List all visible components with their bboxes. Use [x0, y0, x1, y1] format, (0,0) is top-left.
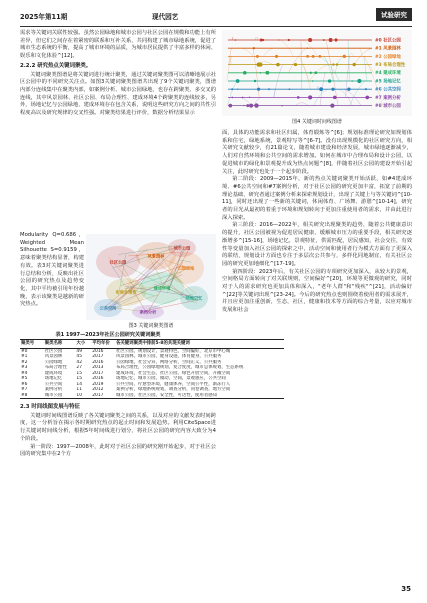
cluster-label: 建成环境	[153, 285, 171, 291]
timeline-node	[278, 39, 279, 40]
table-cell: 场地记忆	[44, 376, 63, 382]
table-cell: 2019	[92, 381, 104, 387]
table-header-cell: 平均年份	[91, 340, 115, 349]
table-cell: 公共空间，疗愈型环境，健康体养，空间公平性，渐冻行人	[116, 381, 231, 387]
table-cell: 公园绿地，社会分异，网络分析，空间正义，公共服务	[116, 359, 222, 365]
table-cell: 2016	[92, 359, 104, 365]
timeline-node	[314, 71, 317, 74]
table-cell: 社区公园，规划设计，景观特色，空间偏好，北京市中心城	[116, 348, 231, 354]
timeline-node	[231, 97, 233, 99]
timeline-node	[333, 96, 337, 100]
paragraph-stage-three: 第三阶段：2016—2022年，相关研究出现聚类的趋势，随着公共健康意识的提升，社区公园被视为促进居民健康，缓解城市压力的重要手段，相关研究逐渐增多^[15-16]，场地记忆，景观特征，供需匹配，居民感知，社会交往，有效性等变量加入社区公园的探索之中，活动空间和使用者行为模式方面有了更深入的联结，规划设计方面也专注于多层次公共参与，多样化同地制宜，有关社区公园的研究更加地细化^[17-19]。	[222, 222, 412, 267]
timeline-cluster-label: #3 布局合理性	[375, 63, 406, 68]
figure-3	[86, 234, 216, 330]
table-cell: 建成环境	[44, 370, 63, 376]
timeline-node	[328, 79, 331, 82]
timeline-cluster-label: #4 建成环境	[375, 71, 401, 77]
timeline-cluster-label: #8 城市公园	[375, 104, 401, 109]
timeline-node	[256, 55, 259, 58]
table-cell: 场地记忆，城市公园，微动，空间，景观感应，公共空间	[116, 376, 226, 382]
table-cell: 11	[76, 387, 83, 393]
table-cell: #7	[21, 387, 28, 393]
table-cell: 风景园林	[44, 354, 63, 360]
left-column-lower-text	[20, 402, 216, 459]
right-column-text	[222, 130, 412, 315]
timeline-node	[329, 38, 333, 42]
timeline-node	[248, 105, 250, 107]
table-cell: 15	[76, 370, 83, 376]
left-column-text	[20, 30, 216, 118]
paragraph-stage-one-cont: 面，具体的功能需求和社区归属，体育锻炼等^[6]；规划标准理论研究如规划体系和住宅，绿地系统，景观特写等^[6-7]。没有出现规模化的社区研究方向，相关研究文献较少，有21篇论文，随着城市建设和经济发展，城市绿地逐渐减少，人们对自然环境和公共空间的需求增加。如何在城市中合理布局和设计公园，以促进城市的绿化和景观提升成为热点问题^[8]，伴随着社区公园的建设开始引起关注，此时研究也处于一个起步阶段。	[222, 130, 412, 175]
timeline-cluster-label: #1 风景园林	[375, 46, 401, 52]
cluster-label: 场地记忆	[185, 295, 203, 301]
timeline-node	[235, 39, 237, 41]
paragraph-timeline: 关键词时间线图谱反映了各关键词聚类之间的关系，以及对应的文献发表时间跨度，这一分析旨在揭示各时期研究热点的起止时间和发展趋势。利用CiteSpace进行关键词时间线分析，根据5年时间线进行划分，将社区公园的研究内容大致分为4个阶段。	[20, 412, 216, 442]
table-cell: #8	[20, 393, 44, 399]
table-cell: #6	[21, 381, 28, 387]
cluster-label: 公园绿地	[177, 265, 195, 271]
timeline-node	[312, 55, 315, 58]
table-cell: #3	[21, 365, 28, 371]
timeline-node	[330, 103, 334, 107]
timeline-node	[236, 79, 240, 83]
running-header	[20, 8, 412, 24]
timeline-node	[260, 72, 261, 73]
timeline-node	[254, 103, 258, 107]
timeline-node	[275, 55, 278, 58]
table-cell: 2013	[92, 365, 104, 371]
section-tag: 试验研究	[376, 8, 412, 21]
table-row	[20, 393, 284, 399]
keyword-cluster-table	[20, 339, 284, 399]
table-header-row	[20, 340, 284, 349]
timeline-node	[353, 63, 356, 66]
timeline-node	[351, 80, 353, 82]
timeline-node	[308, 38, 312, 42]
figure-3-caption: 图3 关键词聚类图谱	[128, 323, 174, 329]
timeline-node	[253, 47, 255, 49]
table-cell: 2016	[92, 376, 104, 382]
header-rule	[20, 26, 412, 27]
timeline-node	[332, 63, 334, 65]
table-cell: 27	[76, 365, 83, 371]
timeline-cluster-label: #0 社区公园	[375, 38, 401, 44]
keyword-timeline-map	[222, 30, 412, 116]
timeline-node	[276, 63, 280, 67]
timeline-node	[243, 105, 244, 106]
timeline-node	[268, 88, 270, 90]
timeline-node	[334, 38, 337, 41]
issue-label: 2025年第11期	[20, 13, 68, 21]
timeline-node	[243, 71, 247, 75]
timeline-node	[318, 55, 321, 58]
table-cell: 15	[76, 376, 83, 382]
table-cell: 公园绿地	[44, 359, 63, 365]
table-cell: 建成环境，社会生态，社区公园，绿色开放空间，开敞空间	[116, 370, 231, 376]
timeline-node	[357, 79, 361, 83]
timeline-node	[260, 38, 263, 41]
table-cell: 风景园林，城市公园，健身设施，体育健身，公共服务	[116, 354, 222, 360]
paragraph-intro: 需求等关键词关联性较强。虽然公园绿地和城市公园与社区公园在规模和功能上有所差异，但它们之间存在着紧密的联系和互补关系，共同构建了城市绿地系统，促进了城市生态系统的平衡，提高了城市环境的品质，为城市居民提供了丰富多样的休闲、娱乐和文化体验^[12]。	[20, 30, 216, 60]
timeline-node	[312, 80, 314, 82]
cluster-label: 社区公园	[109, 259, 127, 265]
table-cell: 49	[76, 348, 83, 354]
table-header-cell: 各关键词聚类中排前5-8的共现关键词	[115, 340, 284, 349]
table-cell: 布局合理性，公园绿地规划，复合度度，城市总体规划，生态系统	[116, 365, 244, 371]
table-cell: 城市公园，社区公园，安全性，可达性，使用者感知	[115, 393, 284, 399]
cluster-label: 风景园林	[147, 253, 165, 259]
table-cell: 2017	[92, 370, 104, 376]
timeline-node	[256, 62, 260, 66]
timeline-node	[254, 80, 256, 82]
table-cell: #4	[21, 370, 28, 376]
table-cell: 案例分析，绿地系统规划，调查分析，问卷调查，地方空间	[116, 387, 231, 393]
timeline-node	[242, 97, 244, 99]
table-cell: 2016	[92, 348, 104, 354]
timeline-node	[308, 95, 312, 99]
table-cell: #0	[21, 348, 28, 354]
table-1-title: 表1 1997—2023年社区公园研究关键词聚类	[55, 332, 161, 338]
keyword-cluster-map	[86, 234, 216, 320]
paragraph-stage-two: 第二阶段：2009—2015年，新的热点关键词聚类开始活跃，如#4建成环境、#6公共空间和#7案例分析，对于社区公园的研究更加丰富，拓宽了前期的理论基础，研究者通过案例分析来探索规划设计，出现了关键上与等关键词^[10-11]，同时还出现了一些新的关键词，休闲体育、广场舞、游憩^[10-14]，研究者的目光从最初的着重于环境和规划转向于更加注重使用者的需求，并由此进行深入探索。	[222, 176, 412, 221]
timeline-node	[297, 96, 300, 99]
timeline-node	[306, 55, 309, 58]
timeline-node	[289, 88, 291, 90]
table-cell: 案例分析	[44, 387, 63, 393]
table-cell: 42	[76, 359, 83, 365]
cluster-label: 公共空间	[99, 305, 117, 311]
timeline-node	[347, 88, 350, 91]
paragraph-clusters: 关键词聚类图谱是将关键词进行统计聚类，通过关键词聚类图可以清晰地展示社区公园中的不同研究关注点。如图3关键词聚类图谱共出现了9个关键词聚类，图谱内部分连线集中在聚类内部，如案例分析、城市公园绿地，也存在跨聚类、多交叉的连线，其中风景园林、社区公园、布局合理性、建成环境4个跨聚类的连线较多，另外，场地记忆与公园绿地、建成环境存在包含关系，说明这些研究方向之间的共性引程度高以及研究规律的交叉性强。对聚类结果进行评价，数据分析结果显示	[20, 71, 216, 117]
table-cell: 14	[76, 381, 83, 387]
figure-4-caption: 图4 关键词时间线图谱	[292, 119, 342, 125]
timeline-node	[365, 96, 369, 100]
timeline-cluster-label: #6 公共空间	[375, 87, 401, 93]
timeline-node	[310, 72, 312, 74]
timeline-node	[229, 104, 233, 108]
figure-4	[222, 30, 412, 126]
timeline-node	[231, 88, 233, 90]
paragraph-stage-one: 第一阶段：1997—2008年，此时对于社区公园的研究刚开始起步，对于社区公园的研究集中在2个方	[20, 443, 216, 458]
timeline-cluster-label: #2 公园绿地	[375, 54, 401, 60]
table-header-cell: 聚类名称	[44, 340, 76, 349]
cluster-label: 城市公园	[173, 245, 191, 251]
timeline-node	[237, 89, 238, 90]
paragraph-stage-four: 第四阶段：2023年后，有关社区公园的专项研究更加深入，从较大的景观，空间格局方面转向了对关联规则，空间偏好^[20]，环境等更微观的研究，同时对于人的需求研究也更加具体和深入，"老年人群"和"残疾"^[21]，活动偏好^[22]等关键词出现^[23-24]。今后的研究热点也则围绕着使用者的需求展开，并且应更加注重创新，生态，社区，健康和技术等方面的综合考量，以应对城市发展和社会	[222, 268, 412, 314]
table-cell: #5	[21, 376, 28, 382]
table-cell: #2	[21, 359, 28, 365]
table-header-cell: 聚类号	[20, 340, 44, 349]
timeline-node	[319, 87, 323, 91]
table-cell: 2012	[92, 387, 104, 393]
timeline-node	[323, 39, 325, 41]
cluster-label: 案例分析	[139, 309, 157, 315]
section-heading-clusters: 2.2.2 研究热点关键词聚类。	[20, 62, 92, 69]
left-column-narrow-text	[20, 232, 84, 309]
table-cell: 2017	[92, 354, 104, 360]
timeline-node	[288, 39, 290, 41]
table-cell: 社区公园	[44, 348, 63, 354]
timeline-node	[281, 105, 283, 107]
cluster-label: 布局合理性	[115, 289, 137, 295]
table-cell: 10	[75, 393, 91, 399]
section-heading-timeline: 2.3 时间线图发展与特征	[20, 404, 80, 410]
table-cell: #1	[21, 354, 28, 360]
timeline-node	[265, 71, 269, 75]
table-cell: 2017	[91, 393, 115, 399]
paragraph-modularity: Modularity Q=0.686，Weighted Mean Silhouette S=0.9159，意味着聚类结构显著，构建有效。表3对关键词聚类进行总结和分析，反映出社区公园的研究热点及趋势变化，其中平均被引用年份越晚，表示该聚类是越新的研究热点。	[20, 232, 84, 308]
timeline-node	[249, 97, 250, 98]
timeline-node	[307, 47, 308, 48]
timeline-cluster-label: #7 案例分析	[375, 95, 401, 101]
table-cell: 45	[76, 354, 83, 360]
table-cell: 布局合理性	[44, 365, 67, 371]
timeline-node	[257, 88, 260, 91]
timeline-node	[343, 55, 346, 58]
timeline-node	[331, 88, 334, 91]
timeline-node	[294, 63, 297, 66]
table-cell: 城市公园	[44, 393, 76, 399]
page-number: 35	[401, 585, 411, 593]
timeline-node	[365, 88, 367, 90]
table-header-cell: 大小	[75, 340, 91, 349]
timeline-node	[336, 63, 338, 65]
timeline-cluster-label: #5 场地记忆	[375, 79, 401, 85]
table-cell: 公共空间	[44, 381, 63, 387]
journal-name: 现代园艺	[152, 13, 179, 21]
